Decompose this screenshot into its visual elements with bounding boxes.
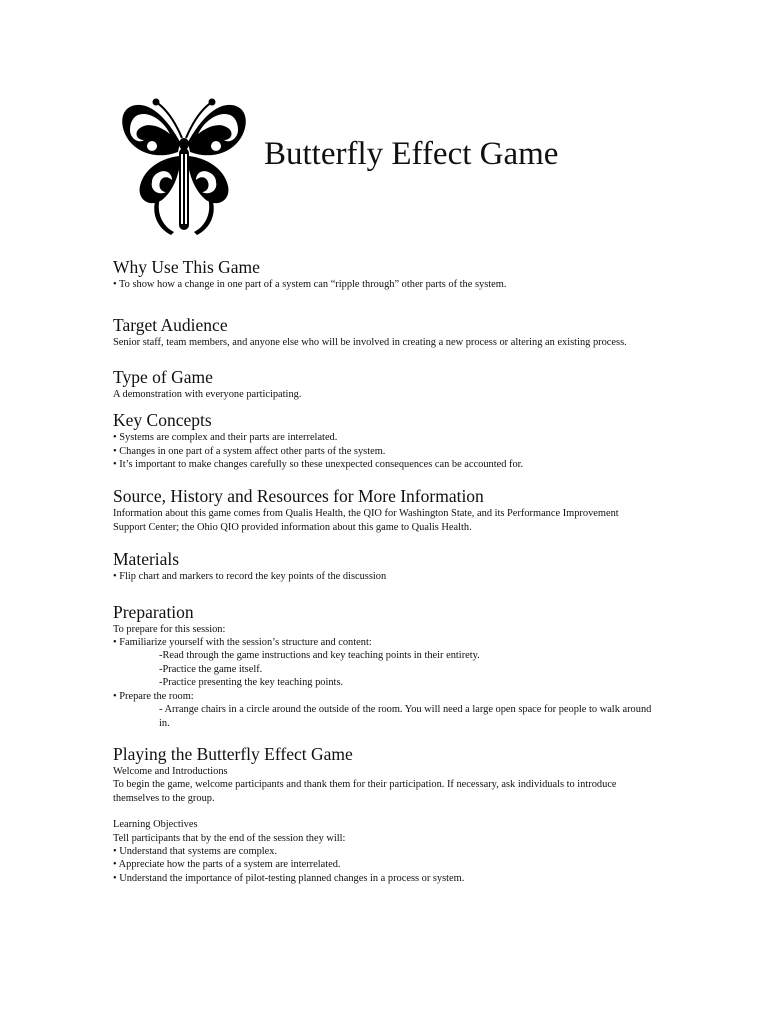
paragraph: Tell participants that by the end of the session they will: (113, 832, 346, 844)
section-heading: Playing the Butterfly Effect Game (113, 743, 353, 764)
section-heading: Preparation (113, 601, 194, 622)
section-heading: Source, History and Resources for More Information (113, 486, 484, 507)
bullet-item: • Understand the importance of pilot-testing planned changes in a process or system. (113, 872, 465, 884)
paragraph: Senior staff, team members, and anyone else who will be involved in creating a new process or altering an existing process. (113, 337, 627, 349)
bullet-item: • To show how a change in one part of a system can “ripple through” other parts of the system. (113, 279, 507, 290)
section-why (113, 256, 653, 291)
section-concepts (113, 409, 653, 471)
paragraph: Information about this game comes from Qualis Health, the QIO for Washington State, and its Performance Improvement Support Center; the Ohio QIO provided information about this game to Qualis Health. (113, 508, 619, 533)
bullet-item: • Changes in one part of a system affect other parts of the system. (113, 445, 386, 457)
section-audience (113, 314, 653, 349)
paragraph: To begin the game, welcome participants and thank them for their participation. If necessary, ask individuals to introduce themselves to the group. (113, 779, 617, 804)
section-playing (113, 743, 653, 885)
bullet-item: • Flip chart and markers to record the key points of the discussion (113, 571, 387, 583)
sub-item: -Practice presenting the key teaching points. (159, 677, 344, 689)
section-materials (113, 548, 653, 583)
section-heading: Materials (113, 549, 180, 570)
section-heading: Target Audience (113, 315, 228, 336)
bullet-item: • It’s important to make changes carefully so these unexpected consequences can be accounted for. (113, 459, 524, 471)
section-source (113, 485, 653, 534)
bullet-item: • Prepare the room: (113, 690, 194, 702)
subheading: Learning Objectives (113, 819, 198, 831)
sub-item: - Arrange chairs in a circle around the outside of the room. You will need a large open space for people to walk around in. (159, 704, 652, 729)
sub-item: -Practice the game itself. (159, 663, 263, 675)
bullet-item: • Familiarize yourself with the session’s structure and content: (113, 637, 372, 649)
paragraph: A demonstration with everyone participating. (113, 388, 302, 400)
bullet-item: • Systems are complex and their parts are interrelated. (113, 432, 338, 444)
document-title: Butterfly Effect Game (264, 136, 559, 172)
section-heading: Key Concepts (113, 410, 212, 431)
bullet-item: • Understand that systems are complex. (113, 845, 278, 857)
document-body (113, 256, 653, 885)
section-preparation (113, 601, 653, 730)
section-type (113, 366, 653, 401)
paragraph: To prepare for this session: (113, 623, 226, 635)
section-heading: Type of Game (113, 366, 213, 387)
subheading: Welcome and Introductions (113, 765, 228, 777)
section-heading: Why Use This Game (113, 257, 260, 277)
sub-item: -Read through the game instructions and key teaching points in their entirety. (159, 650, 480, 662)
bullet-item: • Appreciate how the parts of a system are interrelated. (113, 859, 341, 871)
butterfly-icon (116, 94, 250, 242)
